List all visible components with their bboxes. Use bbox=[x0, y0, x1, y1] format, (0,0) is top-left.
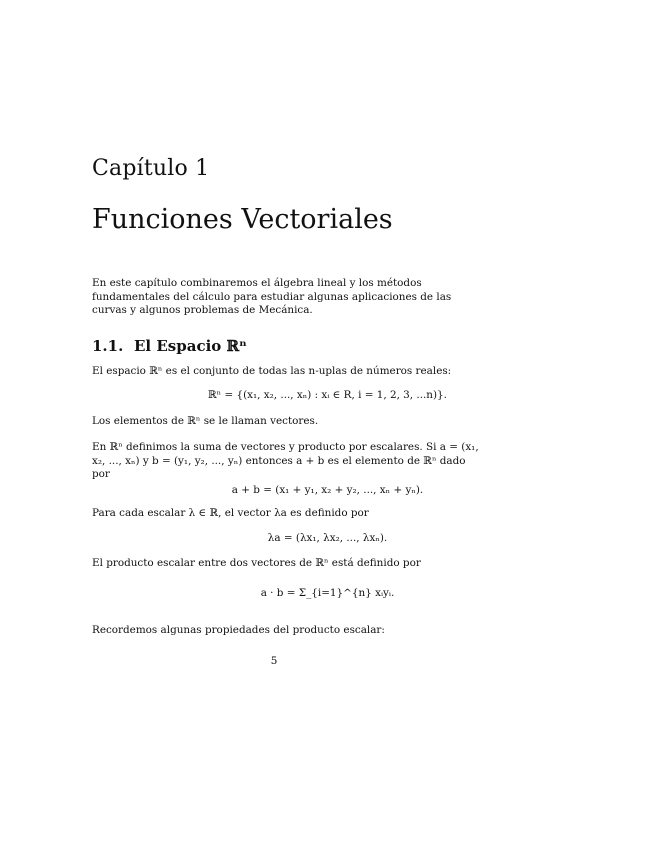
paragraph-scalar: Para cada escalar λ ∈ ℝ, el vector λa es definido por bbox=[92, 507, 369, 519]
section-heading bbox=[92, 337, 247, 355]
paragraph-properties: Recordemos algunas propiedades del producto escalar: bbox=[92, 624, 385, 636]
section-title: El Espacio ℝⁿ bbox=[134, 337, 247, 355]
equation-rn-definition: ℝⁿ = {(x₁, x₂, ..., xₙ) : xᵢ ∈ R, i = 1, 2, 3, ...n)}. bbox=[208, 389, 447, 401]
intro-paragraph: En este capítulo combinaremos el álgebra lineal y los métodos fundamentales del cálculo para estudiar algunas aplicaciones de las curvas y algunos problemas de Mecánica. bbox=[92, 277, 452, 316]
equation-scalar-product-vector: λa = (λx₁, λx₂, ..., λxₙ). bbox=[267, 532, 388, 544]
paragraph-dot-product: El producto escalar entre dos vectores de ℝⁿ está definido por bbox=[92, 557, 421, 569]
chapter-title: Funciones Vectoriales bbox=[92, 204, 393, 235]
section-number: 1.1. bbox=[92, 337, 124, 355]
page-number: 5 bbox=[270, 655, 278, 667]
paragraph-vectors: Los elementos de ℝⁿ se le llaman vectores. bbox=[92, 415, 319, 427]
paragraph-operations: En ℝⁿ definimos la suma de vectores y producto por escalares. Si a = (x₁, x₂, ..., xₙ) y b = (y₁, y₂, ..., yₙ) entonces a + b es el elemento de ℝⁿ dado por bbox=[92, 441, 479, 480]
equation-dot-product: a · b = Σ_{i=1}^{n} xᵢyᵢ. bbox=[260, 587, 395, 599]
equation-vector-sum: a + b = (x₁ + y₁, x₂ + y₂, ..., xₙ + yₙ). bbox=[231, 484, 424, 496]
chapter-label: Capítulo 1 bbox=[92, 156, 210, 181]
paragraph-definition: El espacio ℝⁿ es el conjunto de todas las n-uplas de números reales: bbox=[92, 365, 452, 377]
